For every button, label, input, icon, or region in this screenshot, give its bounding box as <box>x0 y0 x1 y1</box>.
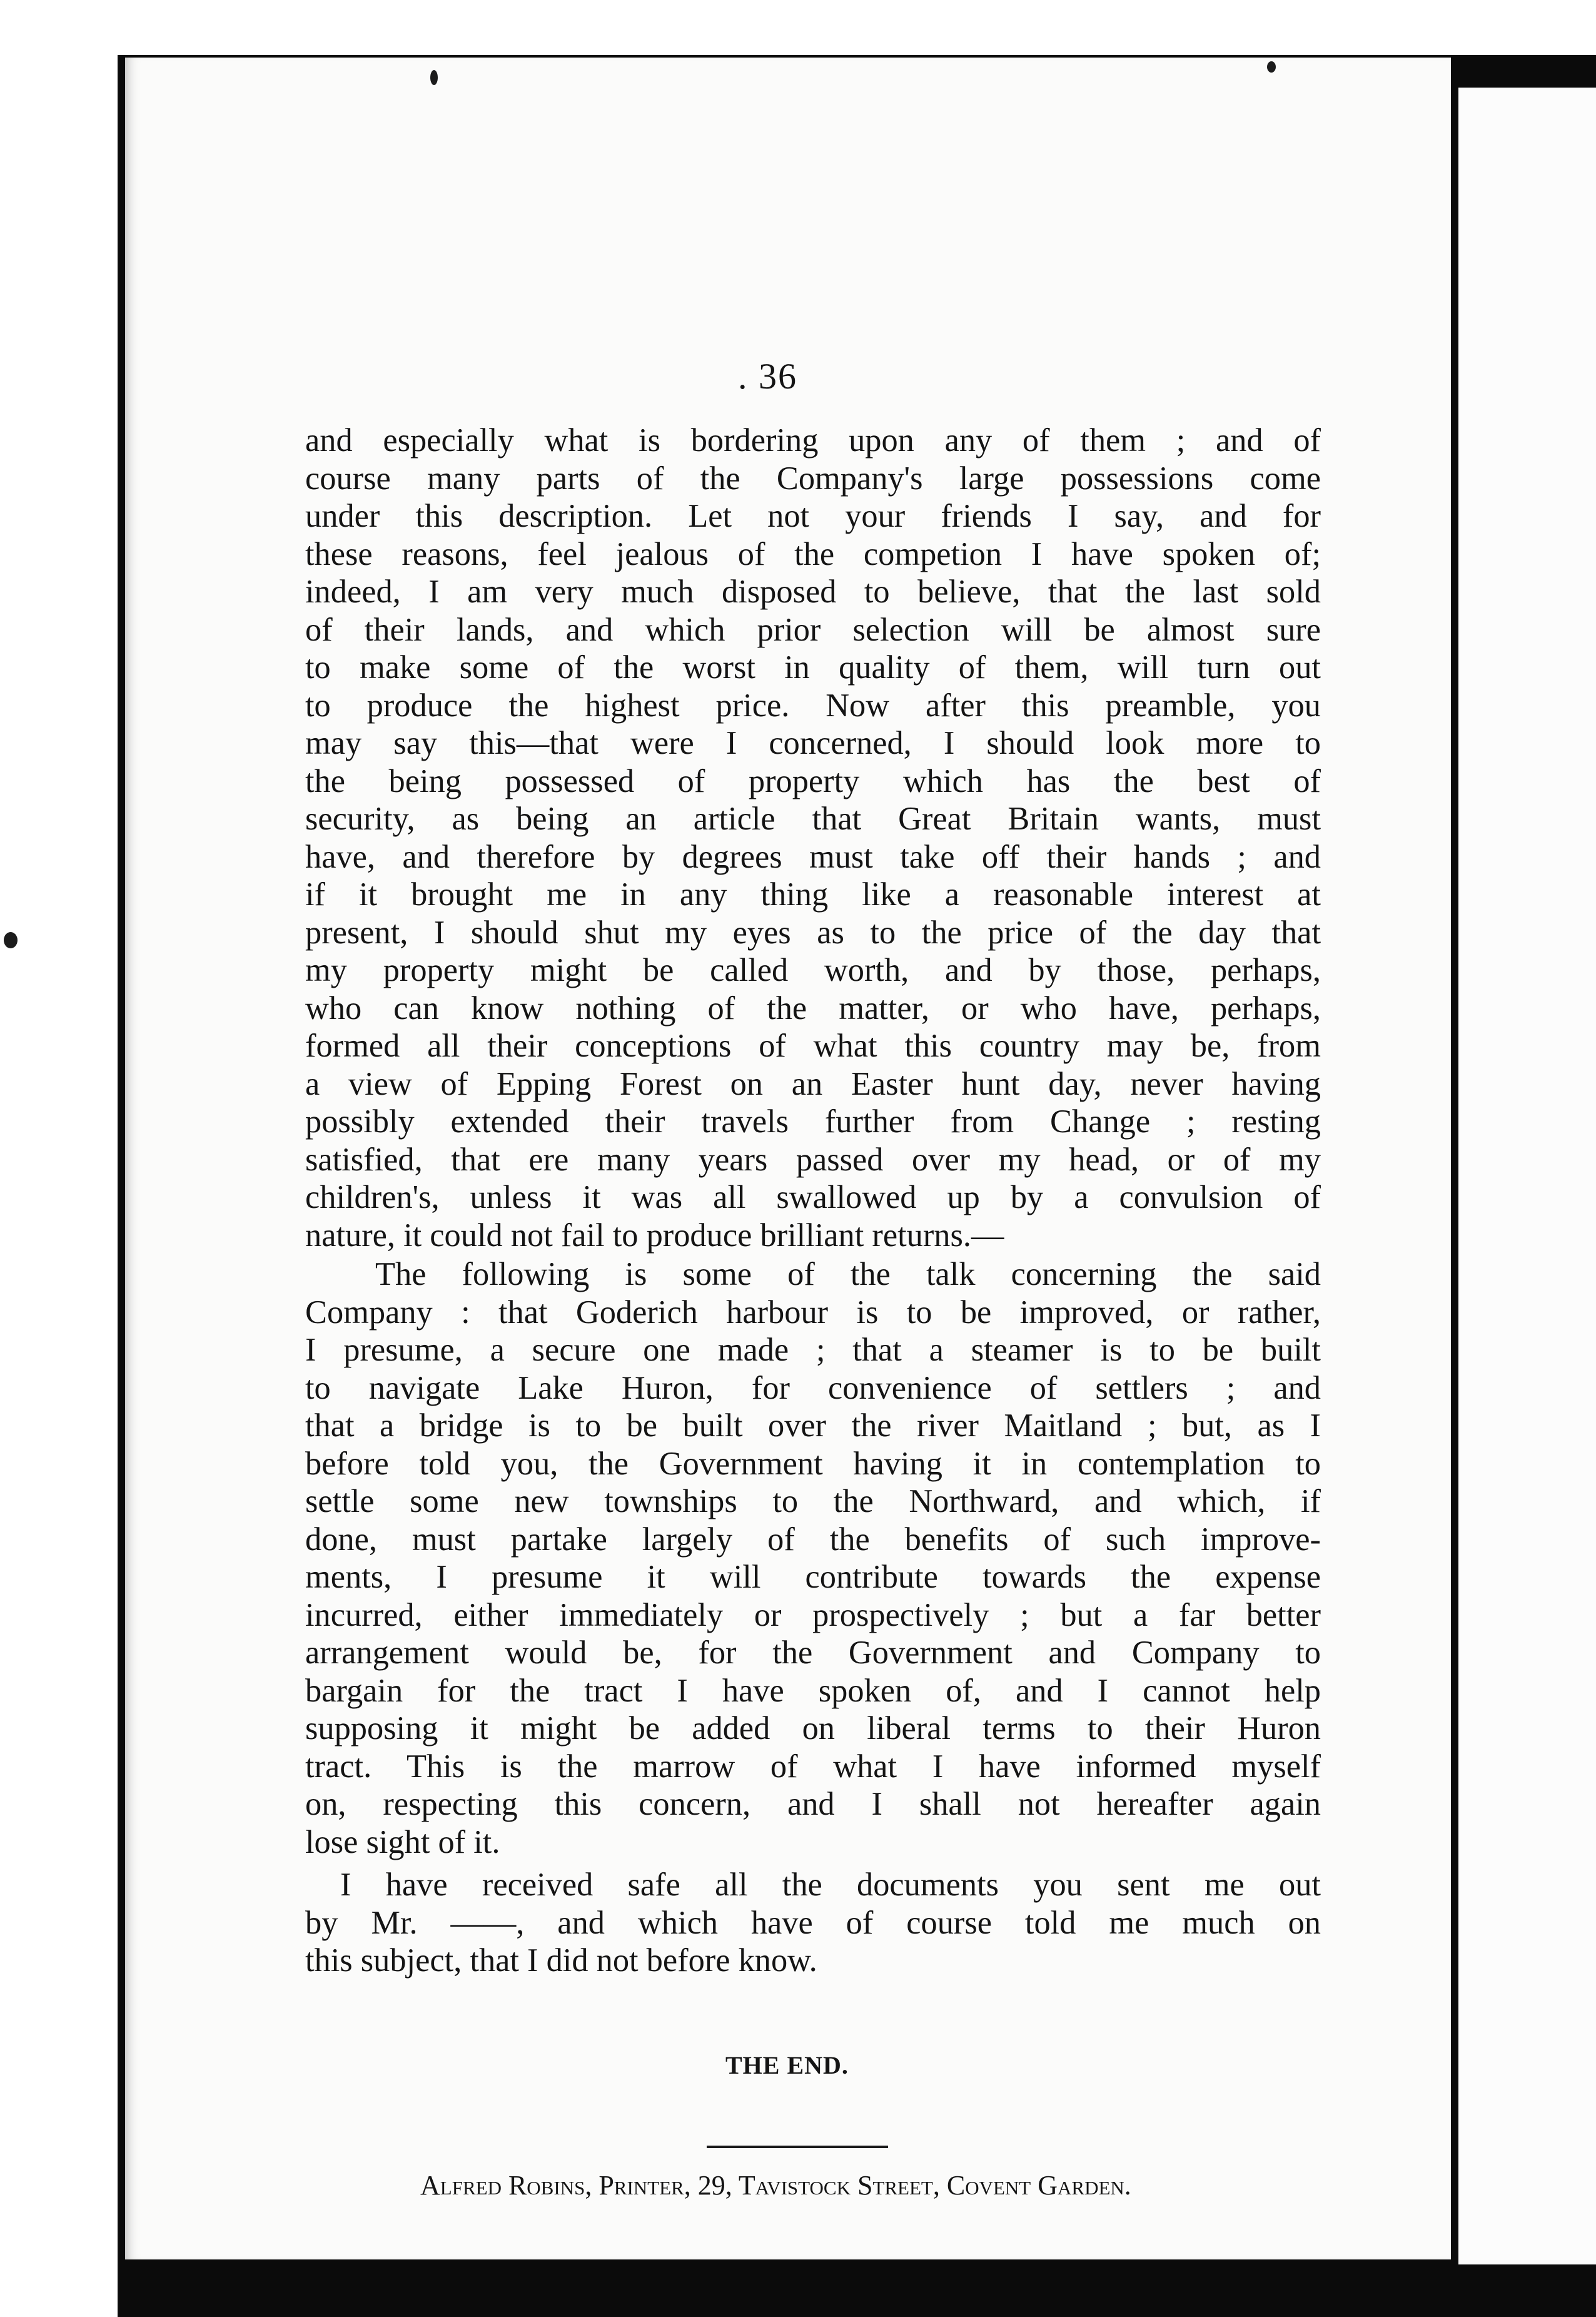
the-end-heading: THE END. <box>725 2051 849 2079</box>
text-line: security, as being an article that Great Britain wants, must <box>305 801 1321 837</box>
text-line: indeed, I am very much disposed to believe, that the last sold <box>305 574 1321 610</box>
text-line: before told you, the Government having it in contemplation to <box>305 1445 1321 1482</box>
text-line: if it brought me in any thing like a reasonable interest at <box>305 876 1321 913</box>
text-line: possibly extended their travels further from Change ; resting <box>305 1103 1321 1140</box>
text-line: tract. This is the marrow of what I have informed myself <box>305 1748 1321 1785</box>
text-line: who can know nothing of the matter, or who have, perhaps, <box>305 990 1321 1027</box>
text-line: course many parts of the Company's large possessions come <box>305 460 1321 497</box>
text-line: my property might be called worth, and by those, perhaps, <box>305 952 1321 988</box>
paragraph-2 <box>305 1255 1321 1861</box>
printer-imprint: Alfred Robins, Printer, 29, Tavistock Street, Covent Garden. <box>420 2170 1131 2201</box>
text-line: that a bridge is to be built over the river Maitland ; but, as I <box>305 1407 1321 1444</box>
text-line: and especially what is bordering upon any of them ; and of <box>305 422 1321 459</box>
text-line: done, must partake largely of the benefits of such improve- <box>305 1521 1321 1558</box>
text-line: of their lands, and which prior selection will be almost sure <box>305 611 1321 648</box>
facing-page-edge <box>1458 88 1596 2264</box>
text-line: incurred, either immediately or prospectively ; but a far better <box>305 1596 1321 1633</box>
text-line: Company : that Goderich harbour is to be improved, or rather, <box>305 1294 1321 1331</box>
paragraph-1 <box>305 422 1321 1254</box>
text-line: arrangement would be, for the Government and Company to <box>305 1635 1321 1671</box>
text-line: supposing it might be added on liberal terms to their Huron <box>305 1710 1321 1747</box>
scan-speck <box>1267 61 1276 73</box>
text-line: on, respecting this concern, and I shall not hereafter again <box>305 1786 1321 1822</box>
divider-rule <box>707 2146 888 2148</box>
text-line: present, I should shut my eyes as to the price of the day that <box>305 914 1321 951</box>
text-line: to navigate Lake Huron, for convenience of settlers ; and <box>305 1369 1321 1406</box>
text-line: settle some new townships to the Northward, and which, if <box>305 1483 1321 1519</box>
text-line: lose sight of it. <box>305 1823 500 1860</box>
text-line: these reasons, feel jealous of the competion I have spoken of; <box>305 535 1321 572</box>
paragraph-3 <box>305 1866 1321 1980</box>
text-line: children's, unless it was all swallowed up by a convulsion of <box>305 1179 1321 1215</box>
text-line: I have received safe all the documents you sent me out <box>340 1867 1321 1903</box>
text-line: have, and therefore by degrees must take off their hands ; and <box>305 838 1321 875</box>
text-line: I presume, a secure one made ; that a steamer is to be built <box>305 1332 1321 1368</box>
text-line: the being possessed of property which has the best of <box>305 763 1321 799</box>
text-line: nature, it could not fail to produce brilliant returns.— <box>305 1217 1004 1254</box>
text-line: The following is some of the talk concerning the said <box>375 1256 1321 1292</box>
text-line: formed all their conceptions of what this country may be, from <box>305 1028 1321 1064</box>
text-line: by Mr. ——, and which have of course told me much on <box>305 1904 1321 1941</box>
page-number: . 36 <box>738 356 797 397</box>
text-line: this subject, that I did not before know. <box>305 1942 817 1979</box>
text-line: may say this—that were I concerned, I should look more to <box>305 725 1321 761</box>
text-line: a view of Epping Forest on an Easter hunt day, never having <box>305 1065 1321 1102</box>
text-line: to produce the highest price. Now after this preamble, you <box>305 687 1321 724</box>
body-text <box>305 422 1321 1980</box>
scan-speck <box>4 932 18 948</box>
scan-speck <box>430 70 438 85</box>
text-line: ments, I presume it will contribute towards the expense <box>305 1559 1321 1595</box>
text-line: satisfied, that ere many years passed over my head, or of my <box>305 1141 1321 1178</box>
text-line: bargain for the tract I have spoken of, and I cannot help <box>305 1672 1321 1709</box>
text-line: to make some of the worst in quality of them, will turn out <box>305 649 1321 686</box>
text-line: under this description. Let not your friends I say, and for <box>305 498 1321 534</box>
